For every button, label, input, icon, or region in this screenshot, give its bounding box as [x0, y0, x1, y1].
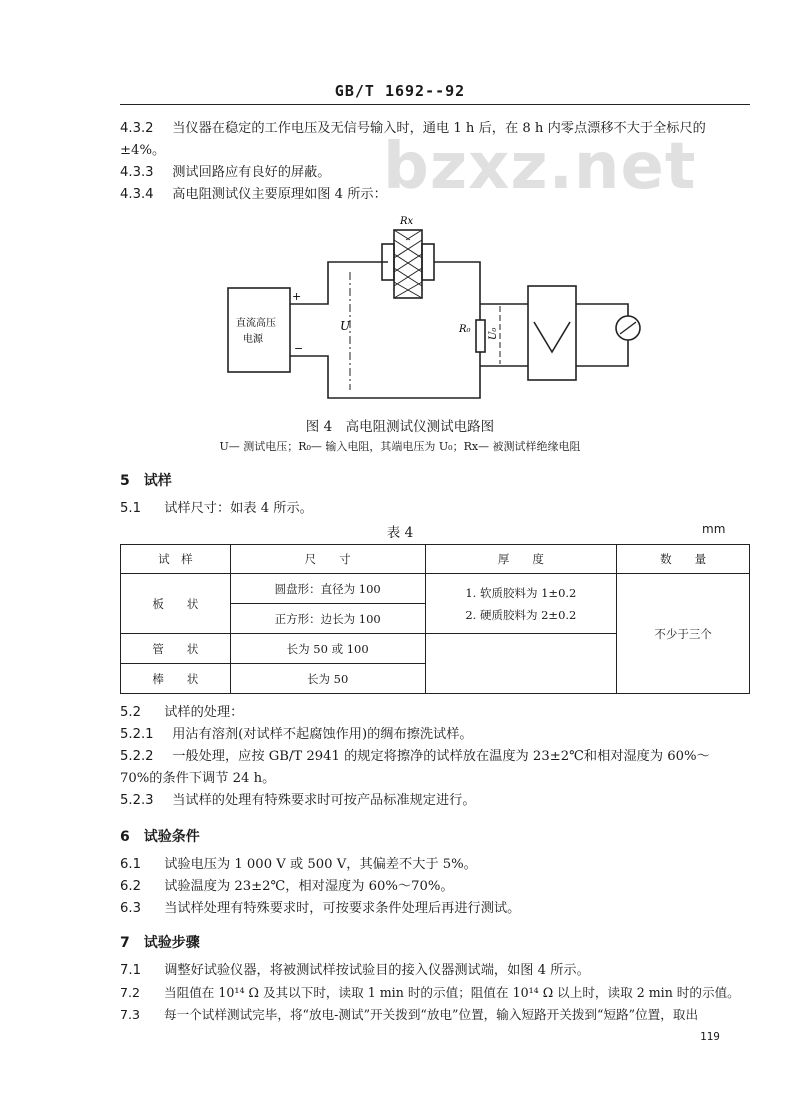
clause-7-1 [120, 962, 760, 980]
clause-number: 4.3.3 [120, 165, 154, 180]
cell-plate: 板 状 [121, 574, 231, 634]
rx-sample [394, 230, 422, 298]
source-label-2: 电源 [243, 334, 263, 345]
section-7-title: 7 试验步骤 [120, 935, 200, 951]
clause-text: 当仪器在稳定的工作电压及无信号输入时，通电 1 h 后，在 8 h 内零点漂移不大于全标尺的 [172, 121, 706, 136]
plus-sign: + [292, 290, 302, 303]
clause-text: 调整好试验仪器，将被测试样按试验目的接入仪器测试端，如图 4 所示。 [164, 963, 590, 978]
clause-7-2 [120, 984, 760, 1002]
figure-legend: U— 测试电压；R₀— 输入电阻，其端电压为 U₀；Rx— 被测试样绝缘电阻 [219, 440, 581, 453]
r0-resistor [476, 320, 485, 352]
page-number: 119 [700, 1030, 720, 1043]
clause-number: 7.3 [120, 1007, 141, 1022]
u-label: U [340, 319, 351, 333]
clause-text: 试验电压为 1 000 V 或 500 V，其偏差不大于 5%。 [164, 857, 477, 872]
header-size: 尺 寸 [230, 545, 425, 574]
clause-5-2-1 [120, 726, 760, 744]
source-label-1: 直流高压 [236, 318, 276, 329]
clause-5-2-2 [120, 748, 760, 766]
clause-text: 当试样处理有特殊要求时，可按要求条件处理后再进行测试。 [164, 901, 521, 916]
amplifier-box [528, 286, 576, 380]
section-6-title: 6 试验条件 [120, 829, 200, 845]
clause-6-1 [120, 856, 760, 874]
clause-text: 当阻值在 10¹⁴ Ω 及其以下时，读取 1 min 时的示值；阻值在 10¹⁴ Ω 以上时，读取 2 min 时的示值。 [164, 985, 740, 1000]
clause-6-3 [120, 900, 760, 918]
table-header-row [121, 545, 750, 574]
cell-rod: 棒 状 [121, 664, 231, 694]
cell-tube-size: 长为 50 或 100 [230, 634, 425, 664]
clause-text: 试验温度为 23±2℃，相对湿度为 60%～70%。 [164, 879, 454, 894]
table-row [121, 574, 750, 604]
clause-text: 每一个试样测试完毕，将“放电-测试”开关拨到“放电”位置，输入短路开关拨到“短路”位置，取出 [164, 1007, 699, 1022]
clause-5-2 [120, 704, 760, 722]
cell-tube: 管 状 [121, 634, 231, 664]
table-unit: mm [702, 522, 726, 536]
clause-text: 试样的处理： [164, 705, 244, 720]
clause-text: 用沾有溶剂(对试样不起腐蚀作用)的绸布擦洗试样。 [172, 727, 473, 742]
clause-7-3 [120, 1006, 760, 1024]
clause-5-2-3 [120, 792, 760, 810]
watermark: bzxz.net [383, 130, 697, 204]
thickness-soft: 1. 软质胶料为 1±0.2 [465, 585, 577, 600]
circuit-diagram [0, 0, 800, 420]
table-caption: 表 4 [386, 525, 414, 541]
rx-electrode-right [422, 244, 434, 280]
cell-quantity: 不少于三个 [617, 574, 750, 694]
cell-disc: 圆盘形：直径为 100 [230, 574, 425, 604]
page-header: GB/T 1692--92 [334, 82, 466, 100]
rx-label: Rx [400, 216, 414, 227]
clause-5-1 [120, 500, 760, 518]
clause-5-2-2-cont [120, 770, 760, 788]
table-4 [120, 544, 750, 694]
clause-number: 6.2 [120, 879, 141, 894]
dc-source-box [228, 288, 290, 372]
minus-sign: − [294, 342, 304, 355]
clause-number: 5.1 [120, 501, 141, 516]
clause-number: 4.3.4 [120, 187, 154, 202]
clause-6-2 [120, 878, 760, 896]
u0-label: U₀ [488, 327, 499, 340]
clause-number: 5.2.1 [120, 727, 154, 742]
cell-thickness-empty [425, 634, 617, 694]
clause-text: 一般处理，应按 GB/T 2941 的规定将擦净的试样放在温度为 23±2℃和相对湿度为 60%～ [172, 749, 710, 764]
clause-text: 70%的条件下调节 24 h。 [120, 771, 276, 786]
clause-text: 高电阻测试仪主要原理如图 4 所示： [172, 187, 387, 202]
clause-number: 6.3 [120, 901, 141, 916]
header-quantity: 数 量 [617, 545, 750, 574]
r0-label: R₀ [459, 324, 471, 335]
clause-number: 4.3.2 [120, 121, 154, 136]
cell-square: 正方形：边长为 100 [230, 604, 425, 634]
thickness-hard: 2. 硬质胶料为 2±0.2 [465, 607, 577, 622]
clause-number: 7.1 [120, 963, 141, 978]
clause-text: 测试回路应有良好的屏蔽。 [172, 165, 331, 180]
clause-number: 5.2.2 [120, 749, 154, 764]
clause-number: 5.2 [120, 705, 141, 720]
header-thickness: 厚 度 [425, 545, 617, 574]
clause-number: 7.2 [120, 985, 141, 1000]
section-5-title: 5 试样 [120, 473, 172, 489]
cell-thickness [425, 574, 617, 634]
clause-text: 当试样的处理有特殊要求时可按产品标准规定进行。 [172, 793, 476, 808]
header-sample: 试 样 [121, 545, 231, 574]
cell-rod-size: 长为 50 [230, 664, 425, 694]
figure-caption: 图 4 高电阻测试仪测试电路图 [305, 419, 495, 435]
clause-number: 6.1 [120, 857, 141, 872]
clause-text: ±4%。 [120, 143, 166, 158]
clause-text: 试样尺寸：如表 4 所示。 [164, 501, 313, 516]
clause-number: 5.2.3 [120, 793, 154, 808]
